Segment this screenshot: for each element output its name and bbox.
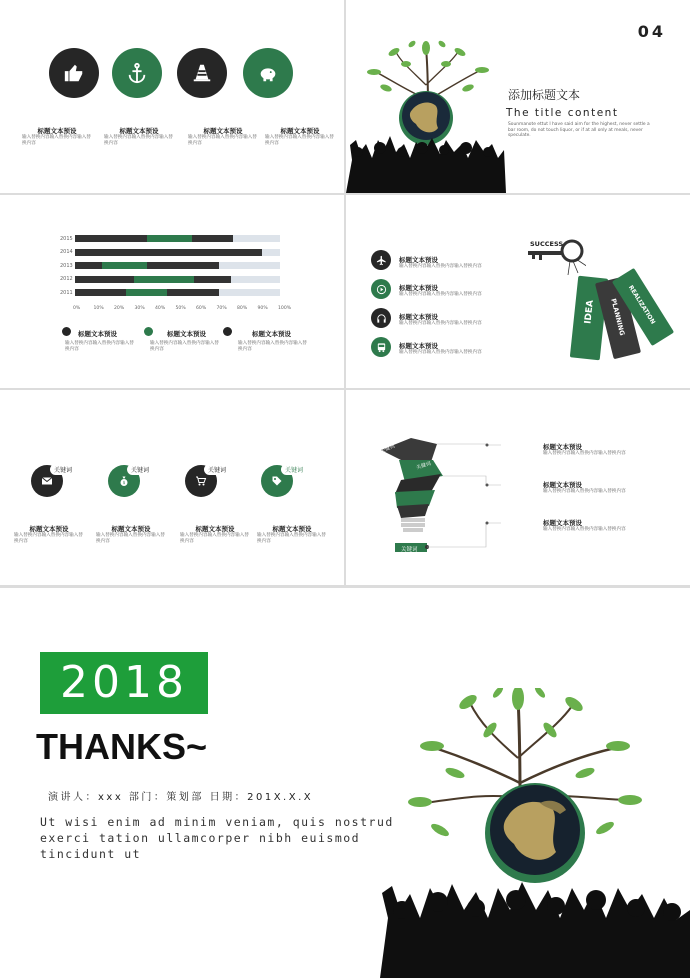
item-title: 标题文本预设 <box>111 525 151 533</box>
piggy-bank-icon <box>243 48 293 98</box>
item-title: 标题文本预设 <box>399 313 438 321</box>
bus-icon <box>371 337 391 357</box>
x-tick-label: 40% <box>155 306 166 311</box>
x-tick-label: 70% <box>216 306 227 311</box>
item-1 <box>14 524 84 545</box>
x-tick-label: 90% <box>257 306 268 311</box>
item-desc: 输入替换内容输入替换内容输入替换内容 <box>104 135 173 146</box>
presenter-meta: 演讲人：xxx 部门：策划部 日期：201X.X.X <box>48 792 314 803</box>
title-body: Sounmanote ettut I have said aim for the highest, never settle a bar room, do not touch liquor, or if at all only at meals, never speculate. <box>508 122 650 139</box>
callout-2 <box>543 480 626 495</box>
bar-segment <box>102 262 147 269</box>
item-4 <box>257 524 327 545</box>
item-title: 标题文本预设 <box>37 127 77 135</box>
plane-icon <box>371 250 391 270</box>
bar-segment <box>75 235 147 242</box>
bar-segment <box>167 289 218 296</box>
item-desc: 输入替换内容输入替换内容输入替换内容 <box>14 533 83 544</box>
bar-segment <box>75 276 134 283</box>
item-desc: 输入替换内容输入替换内容输入替换内容 <box>150 341 219 352</box>
item-desc: 输入替换内容输入替换内容输入替换内容 <box>96 533 165 544</box>
x-tick-label: 10% <box>93 306 104 311</box>
y-tick-label: 2013 <box>60 262 73 269</box>
item-title: 标题文本预设 <box>78 330 117 338</box>
item-2 <box>96 524 166 545</box>
item-desc: 输入替换内容输入替换内容输入替换内容 <box>180 533 249 544</box>
y-tick-label: 2012 <box>60 276 73 282</box>
anchor-icon <box>112 48 162 98</box>
item-desc: 输入替换内容输入替换内容输入替换内容 <box>238 341 307 352</box>
legend-dot <box>223 327 232 336</box>
x-tick-label: 50% <box>175 306 186 311</box>
tree-globe-illustration <box>346 40 506 193</box>
slide-bar-chart <box>0 195 344 388</box>
list-item-2 <box>399 283 482 298</box>
year-banner <box>40 652 208 714</box>
item-desc: 输入替换内容输入替换内容输入替换内容 <box>543 451 626 456</box>
x-tick-label: 30% <box>134 306 145 311</box>
item-title: 标题文本预设 <box>399 256 438 264</box>
thanks-heading: THANKS~ <box>36 726 208 767</box>
thumbs-up-icon <box>49 48 99 98</box>
svg-text:$: $ <box>122 480 126 485</box>
item-1 <box>22 126 92 147</box>
list-item-1 <box>399 255 482 270</box>
keyword-badge: 关键词 <box>281 464 307 475</box>
x-tick-label: 100% <box>278 306 292 311</box>
headphones-icon <box>371 308 391 328</box>
item-desc: 输入替换内容输入替换内容输入替换内容 <box>265 135 334 146</box>
thanks-body: Ut wisi enim ad minim veniam, quis nostrud exerci tation ullamcorper nibh euismod tincidunt ut <box>40 815 394 861</box>
x-tick-label: 60% <box>196 306 207 311</box>
item-desc: 输入替换内容输入替换内容输入替换内容 <box>399 292 482 297</box>
year-text: 2018 <box>60 657 188 708</box>
bar-segment <box>147 262 219 269</box>
keyword-badge: 关键词 <box>50 464 76 475</box>
keyword-badge: 关键词 <box>204 464 230 475</box>
key-label: SUCCESS <box>530 240 564 248</box>
item-desc: 输入替换内容输入替换内容输入替换内容 <box>399 321 482 326</box>
item-desc: 输入替换内容输入替换内容输入替换内容 <box>22 135 91 146</box>
slide-bulb-diagram <box>346 390 690 585</box>
play-icon <box>371 279 391 299</box>
page-number: 04 <box>637 22 666 41</box>
slide-title-tree <box>346 0 690 193</box>
item-desc: 输入替换内容输入替换内容输入替换内容 <box>399 350 482 355</box>
callout-3 <box>543 518 626 533</box>
cone-icon <box>177 48 227 98</box>
item-title: 标题文本预设 <box>280 127 320 135</box>
bar-segment <box>75 289 126 296</box>
bar-segment <box>126 289 167 296</box>
title-cn: 添加标题文本 <box>508 88 581 102</box>
item-title: 标题文本预设 <box>543 443 582 451</box>
bar-segment <box>134 276 193 283</box>
x-tick-label: 20% <box>114 306 125 311</box>
item-desc: 输入替换内容输入替换内容输入替换内容 <box>188 135 257 146</box>
y-tick-label: 2015 <box>60 235 73 242</box>
item-desc: 输入替换内容输入替换内容输入替换内容 <box>543 527 626 532</box>
bar-segment <box>75 249 262 256</box>
keyword-label: 关键词 <box>415 460 432 472</box>
item-title: 标题文本预设 <box>252 330 291 338</box>
item-title: 标题文本预设 <box>543 519 582 527</box>
bar-segment <box>194 276 231 283</box>
slide-icons-four <box>0 0 344 193</box>
item-desc: 输入替换内容输入替换内容输入替换内容 <box>65 341 134 352</box>
tag-label: REALIZATION <box>626 284 657 326</box>
item-title: 标题文本预设 <box>272 525 312 533</box>
key-icon <box>526 237 586 277</box>
item-4 <box>265 126 335 147</box>
item-2 <box>104 126 174 147</box>
item-title: 标题文本预设 <box>543 481 582 489</box>
item-title: 标题文本预设 <box>119 127 159 135</box>
item-title: 标题文本预设 <box>203 127 243 135</box>
item-title: 标题文本预设 <box>167 330 206 338</box>
title-en: The title content <box>506 107 619 119</box>
keyword-label: 关键词 <box>379 443 396 455</box>
legend-item-2 <box>150 329 220 353</box>
legend-item-3 <box>238 329 308 353</box>
tag-label: IDEA <box>583 299 596 325</box>
slide-key-tags <box>346 195 690 388</box>
tree-globe-illustration <box>380 688 690 978</box>
keyword-label: 关键词 <box>401 547 418 553</box>
tag-label: PLANNING <box>609 297 627 337</box>
keyword-badge: 关键词 <box>127 464 153 475</box>
item-title: 标题文本预设 <box>399 284 438 292</box>
item-title: 标题文本预设 <box>195 525 235 533</box>
item-title: 标题文本预设 <box>399 342 438 350</box>
item-desc: 输入替换内容输入替换内容输入替换内容 <box>257 533 326 544</box>
item-3 <box>188 126 258 147</box>
x-tick-label: 80% <box>237 306 248 311</box>
item-3 <box>180 524 250 545</box>
callout-1 <box>543 442 626 457</box>
slide-thanks <box>0 588 690 978</box>
bar-segment <box>192 235 233 242</box>
y-tick-label: 2014 <box>60 249 73 255</box>
y-tick-label: 2011 <box>60 289 73 296</box>
item-title: 标题文本预设 <box>29 525 69 533</box>
bar-segment <box>75 262 102 269</box>
item-desc: 输入替换内容输入替换内容输入替换内容 <box>543 489 626 494</box>
legend-item-1 <box>65 329 135 353</box>
slide-keyword-icons <box>0 390 344 585</box>
list-item-4 <box>399 341 482 356</box>
item-desc: 输入替换内容输入替换内容输入替换内容 <box>399 264 482 269</box>
x-tick-label: 0% <box>73 306 81 311</box>
list-item-3 <box>399 312 482 327</box>
bar-segment <box>147 235 192 242</box>
